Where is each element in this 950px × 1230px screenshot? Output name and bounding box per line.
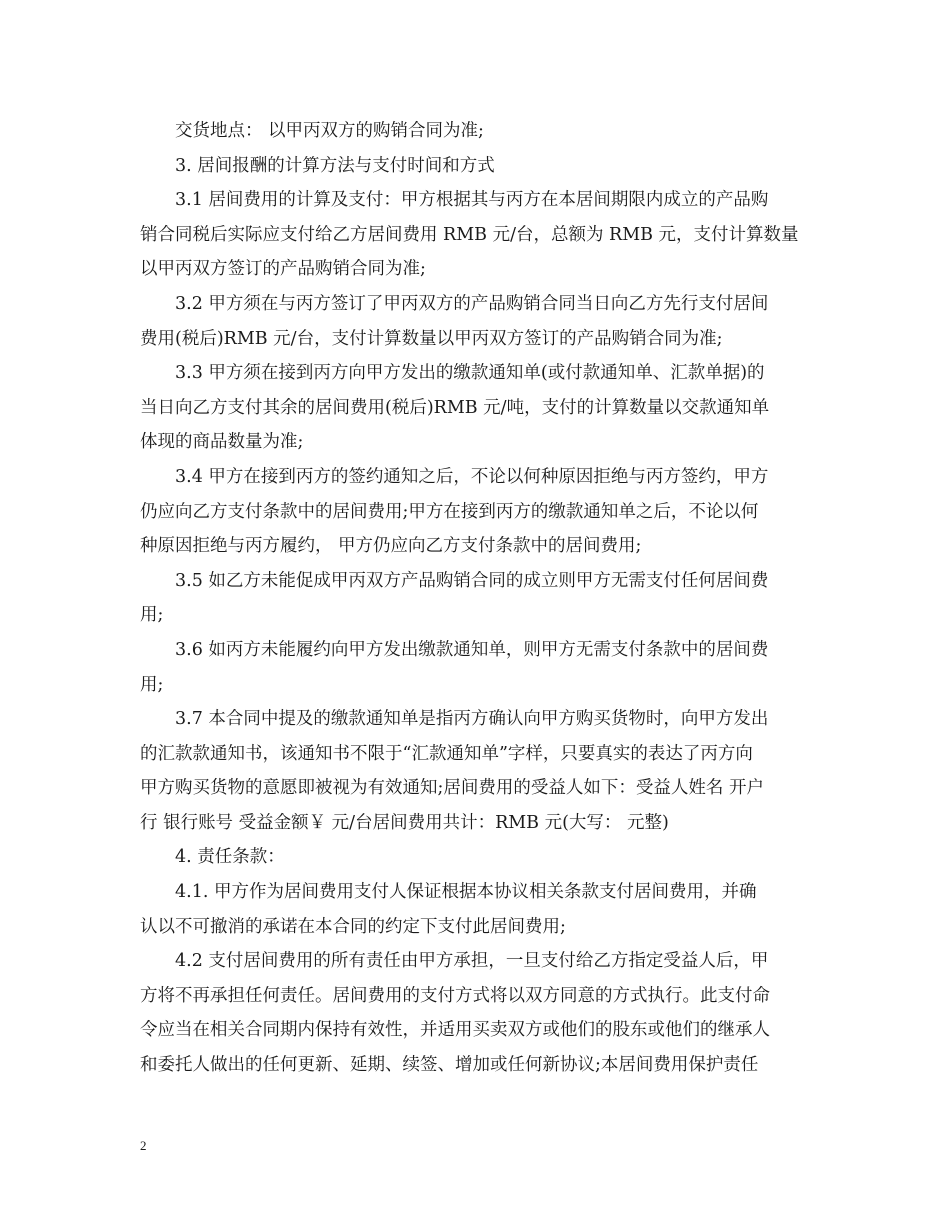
clause-3-7-line-4: 行 银行账号 受益金额￥ 元/台居间费用共计：RMB 元(大写： 元整) — [140, 812, 669, 833]
clause-4-2-line-2: 方将不再承担任何责任。居间费用的支付方式将以双方同意的方式执行。此支付命 — [140, 985, 770, 1006]
clause-4-2-line-4: 和委托人做出的任何更新、延期、续签、增加或任何新协议;本居间费用保护责任 — [140, 1055, 759, 1076]
clause-3-3-line-1: 3.3 甲方须在接到丙方向甲方发出的缴款通知单(或付款通知单、汇款单据)的 — [175, 363, 765, 384]
clause-3-1-line-2: 销合同税后实际应支付给乙方居间费用 RMB 元/台，总额为 RMB 元，支付计算数量 — [140, 224, 799, 245]
document-body — [140, 114, 812, 1083]
section-heading-4: 4. 责任条款： — [175, 847, 285, 868]
text-line-delivery-location: 交货地点： 以甲丙双方的购销合同为准; — [175, 121, 484, 141]
clause-3-2-line-2: 费用(税后)RMB 元/台，支付计算数量以甲丙双方签订的产品购销合同为准; — [140, 328, 723, 349]
clause-3-4-line-1: 3.4 甲方在接到丙方的签约通知之后，不论以何种原因拒绝与丙方签约，甲方 — [175, 466, 769, 487]
page-number: 2 — [140, 1138, 147, 1153]
clause-3-5-line-1: 3.5 如乙方未能促成甲丙双方产品购销合同的成立则甲方无需支付任何居间费 — [175, 570, 769, 591]
clause-3-1-line-3: 以甲丙双方签订的产品购销合同为准; — [140, 259, 426, 280]
clause-3-7-line-3: 甲方购买货物的意愿即被视为有效通知;居间费用的受益人如下：受益人姓名 开户 — [140, 778, 764, 799]
clause-3-2-line-1: 3.2 甲方须在与丙方签订了甲丙双方的产品购销合同当日向乙方先行支付居间 — [175, 293, 769, 314]
clause-3-3-line-2: 当日向乙方支付其余的居间费用(税后)RMB 元/吨，支付的计算数量以交款通知单 — [140, 397, 770, 418]
clause-4-2-line-3: 令应当在相关合同期内保持有效性，并适用买卖双方或他们的股东或他们的继承人 — [140, 1020, 770, 1041]
clause-3-5-line-2: 用; — [140, 605, 164, 626]
clause-3-7-line-2: 的汇款款通知书，该通知书不限于“汇款通知单”字样，只要真实的表达了丙方向 — [140, 743, 753, 764]
clause-3-6-line-1: 3.6 如丙方未能履约向甲方发出缴款通知单，则甲方无需支付条款中的居间费 — [175, 639, 769, 660]
clause-3-1-line-1: 3.1 居间费用的计算及支付：甲方根据其与丙方在本居间期限内成立的产品购 — [175, 190, 769, 211]
clause-3-3-line-3: 体现的商品数量为准; — [140, 432, 304, 453]
clause-3-4-line-2: 仍应向乙方支付条款中的居间费用;甲方在接到丙方的缴款通知单之后，不论以何 — [140, 501, 759, 522]
clause-3-6-line-2: 用; — [140, 674, 164, 695]
section-heading-3: 3. 居间报酬的计算方法与支付时间和方式 — [175, 155, 495, 176]
clause-3-7-line-1: 3.7 本合同中提及的缴款通知单是指丙方确认向甲方购买货物时，向甲方发出 — [175, 709, 769, 730]
clause-3-4-line-3: 种原因拒绝与丙方履约， 甲方仍应向乙方支付条款中的居间费用; — [140, 536, 642, 557]
clause-4-1-line-1: 4.1. 甲方作为居间费用支付人保证根据本协议相关条款支付居间费用，并确 — [175, 882, 757, 903]
clause-4-1-line-2: 认以不可撤消的承诺在本合同的约定下支付此居间费用; — [140, 916, 566, 937]
clause-4-2-line-1: 4.2 支付居间费用的所有责任由甲方承担，一旦支付给乙方指定受益人后，甲 — [175, 951, 769, 972]
